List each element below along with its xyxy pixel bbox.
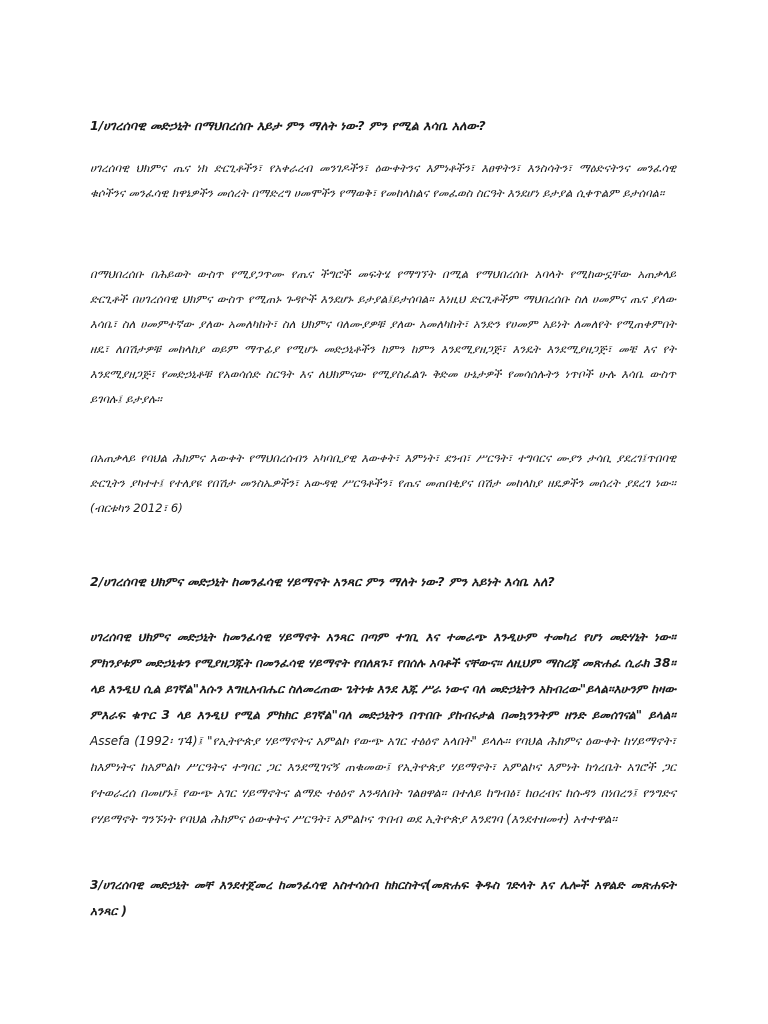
- paragraph-1-text: ሀገረሰባዊ ህክምና ጤና ነክ ድርጊቶችን፣ የአቀራረብ መንገዶችን፣ ዕውቀትንና እምነቶችን፣ እፀዋትን፣ እንስሳትን፣ ማዕድናትንና መንፈሳዊ ቁሶችንና መንፈሳዊ ክዋኔዎችን መሰረት በማድረግ ሀመሞችን የማወቅ፣ የመከላከልና የመፈወስ ስርዓት እንደሆነ ይታያል ሲቀጥልም ይታሰባል፡፡: [90, 161, 676, 200]
- paragraph-4-bold-part: ሀገረሰባዊ ህክምና መድኃኒት ከመንፈሳዊ ሃይማኖት አንጻር በጣም ተገቢ እና ተመራጭ እንዲሁም ተመካሪ የሆነ መድሃኒት ነው፡፡ ምክንያቱም መድኃኒቱን የሚያዘጋጁት በመንፈሳዊ ሃይማኖት የበለጸጉ፣ የበሰሉ አባቶች ናቸውና፡፡ ለዚህም ማስረጃ መጽሐፈ ሲራክ 38፡፡ ላይ እንዲህ ሲል ይገኛል"እሱን እግዚአብሔር ስለመረጠው ጌትነቱ እንደ እጁ ሥራ ነውና ባለ መድኃኒትን አክብረው"ይላል፡፡እሁንም ከዛው ምእራፍ ቁጥር 3 ላይ እንዲህ የሚል ምክክር ይገኛል"ባለ መድኃኒትን በጥበቡ ያከብሩታል በመኳንንትም ዘንድ ይመሰገናል" ይላል፡፡: [90, 630, 676, 722]
- paragraph-4: [90, 624, 676, 832]
- paragraph-2-text: በማህበረሰቡ በሕይወት ውስጥ የሚያጋጥሙ የጤና ችግሮች መፍትሄ የማግኘት በሚል የማህበረሰቡ አባላት የሚከውኗቸው አጠቃላይ ድርጊቶች በሀገረሰባዊ ህክምና ውስጥ የሚጠኑ ጉዳዮች እንደሆኑ ይታያል፤ይታሰባል፡፡ እነዚህ ድርጊቶችም ማህበረሰቡ ስለ ሀመምና ጤና ያለው እሳቤ፣ ስለ ሀመምተኛው ያለው አመለካከት፣ ስለ ህክምና ባለሙያዎቹ ያለው አመለካከት፣ አንድን የሀመም አይነት ለመለየት የሚጠቀምበት ዘዴ፣ ለበሽታዎቹ መከላከያ ወይም ማጥፊያ የሚሆኑ መድኃኒቶችን ከምን ከምን እንደሚያዘጋጅ፣ እንዴት እንደሚያዘጋጅ፣ መቼ እና የት እንደሚያዘጋጅ፣ የመድኃኒቶቹ የአወሳሰድ ስርዓት እና ለህክምናው የሚያስፈልጉ ቅድመ ሁኔታዎች የመሳሰሉትን ነጥቦች ሁሉ እሳቤ ውስጥ ይገባሉ፤ ይታያሉ፡፡: [90, 267, 676, 406]
- paragraph-2: [90, 262, 676, 412]
- paragraph-3: [90, 446, 676, 521]
- paragraph-3-text: በአጠቃላይ የባህል ሕክምና እውቀት የማህበረሰብን አካባቢያዊ እውቀት፣ እምነት፣ ደንብ፣ ሥርዓት፣ ተግባርና ሙያን ታሳቢ ያደረገ፤ጥበባዊ ድርጊትን ያካተተ፤ የተለያዩ የበሽታ መንስኤዎችን፣ አውዳዊ ሥርዓቶችን፣ የጤና መጠበቂያና በሽታ መከላከያ ዘዴዎችን መሰረት ያደረገ ነው፡፡ (ብርቱካን 2012፣ 6): [90, 451, 676, 515]
- paragraph-4-text: [90, 624, 676, 832]
- question-3-heading: 3/ሀገረሰባዊ መድኃኒት መቸ እንደተጀመረ ከመንፈሳዊ አስተሳሰብ ከክርስትና(መጽሐፍ ቅዱስ ገድላት እና ሌሎች አዋልድ መጽሐፍት አንጻር ): [90, 878, 676, 918]
- question-1-heading: 1/ሀገረሰባዊ መድኃኒት በማህበረሰቡ እይታ ምን ማለት ነው? ምን የሚል እሳቤ አለው?: [90, 118, 486, 133]
- paragraph-4-normal-part: Assefa (1992፡ ፕ4)፤ "የኢትዮጵያ ሃይማኖትና አምልኮ የውጭ አገር ተፅዕኖ አላበት" ይላሉ፡፡ የባህል ሕክምና ዕውቀት ከሃይማኖት፣ ከእምነትና ከአምልኮ ሥርዓትና ተግባር ጋር እንደሚገናኝ ጠቁመው፤ የኢትዮጵያ ሃይማኖት፣ አምልኮና እምነት ከጎረቤት አገሮች ጋር የተወራረሰ በመሆኑ፤ የውጭ አገር ሃይማኖትና ልማድ ተፅዕኖ እንዳለበት ገልፀዋል፡፡ በተለይ ከግብፅ፣ ከዐረብና ከሱዳን በነበረን፤ የንግድና የሃይማኖት ግንኙነት የባህል ሕክምና ዕውቀትና ሥርዓት፣ አምልኮና ጥበብ ወደ ኢትዮጵያ እንደገባ (እንደተዘመተ) አተተዋል፡፡: [90, 734, 676, 826]
- paragraph-1: [90, 156, 676, 206]
- question-2-heading: 2/ሀገረሰባዊ ህክምና መድኃኒት ከመንፈሳዊ ሃይማኖት አንጻር ምን ማለት ነው? ምን አይነት እሳቤ አለ?: [90, 574, 555, 589]
